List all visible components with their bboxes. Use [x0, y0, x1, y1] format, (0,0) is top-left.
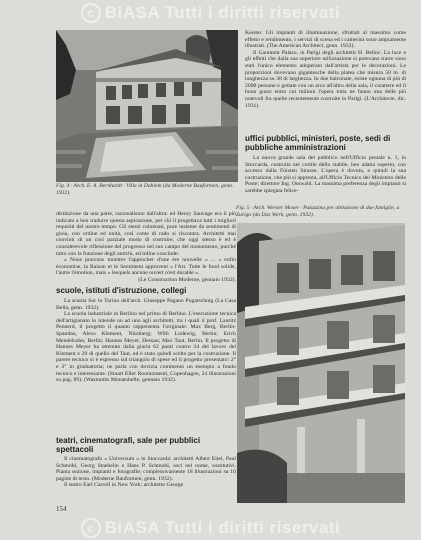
- text-block-scuole: [56, 298, 236, 384]
- watermark-text: BiASA Tutti i diritti riservati: [104, 518, 341, 537]
- text-block-right-top: [245, 30, 406, 109]
- section-heading-scuole: scuole, istituti d'istruzione, collegi: [56, 286, 187, 295]
- paragraph: distinzione da una parte, razionalismo dall'altra: ed Henry Sauvage era il più indicato a ben tradurre questa aspirazione, per chi il progettava tutti i migliori requisiti del nostro tempo. Gli stessi colonnati, pure insieme da sentimenti di gioia, con ordine ed unità, così come di rado si riscontra. Architetti mai convinti di un così parziale modo di costruire, che oggi stesso è ed è considerevole riflessione del progresso nel suo campo del monumento, purché tutto con la funzione degli antichi, ed infine conclude:: [56, 211, 236, 257]
- text-block-teatri: [56, 456, 236, 489]
- villa-dahlem-photo: [56, 30, 238, 182]
- text-block-left-intro: [56, 211, 236, 284]
- watermark-top: [0, 3, 421, 23]
- copyright-icon: c: [81, 518, 101, 538]
- figure-caption-top: Fig. 4 · Arch. E. A. Bernhardt · Villa in Dahlem (da Moderne Bauformen, genn. 1932).: [56, 183, 234, 196]
- paragraph: La scuola Sur in Torino dell'arch. Giuseppe Pagano Pogatschnig (La Casa Bella, genn. 1932).: [56, 298, 236, 311]
- paragraph: Il teatro Earl Carroll in New York; architetto George: [64, 482, 184, 489]
- paragraph: Il Gaumont Palace, in Parigi degli architetti H. Belloc. La luce e gli effetti che dalla sua superiore utilizzazione si potevano trarre sono stati l'unico elemento adoperato dall'artista per le decorazioni. Le proporzioni dovevano gigantesche della platea che misura 50 m. di lunghezza su 38 di larghezza. In due balconate, esiste ognuna di più di 2000 persone e gettate con un arco all'altro della sala, il carattere ed il buon gusto entro cui milioni l'opera tutta ne fanno una delle più notevoli fra quelle recentemente costruite in Parigi. (L'Architecte, dic. 1931).: [245, 49, 406, 109]
- figure-caption-right: Fig. 5 · Arch. Werner Moser · Palazzina per abitazione di due famiglie, a Zurigo (da Das Werk, genn. 1932).: [236, 205, 400, 218]
- copyright-icon: c: [81, 3, 101, 23]
- section-heading-uffici: uffici pubblici, ministeri, poste, sedi di pubbliche amministrazioni: [245, 134, 391, 152]
- paragraph: (Le Construction Moderne, gennaio 1932).: [138, 276, 236, 283]
- paragraph: Keister. Gli impianti di illuminazione, sfruttati al massimo come effetto e rendimento, i servizi di scena ed i camerini sono ampiamente illustrati. (The American Architect, genn. 1932).: [245, 30, 406, 50]
- palazzina-zurigo-photo: [237, 223, 405, 503]
- text-block-uffici: [245, 155, 406, 195]
- paragraph: La scuola industriale in Berlino nel primo di Berlino. L'esecuzione tecnica dell'artigianato lo intende un ad uno agli architetti, tra i quali il prof. Lauritz Pennerd, il progetto il quanto rappresenta l'originale: Max Berg, Berlin-Spandau, Alexs Klement, Nürnberg; Willi Lodewig, Berlin; Erich Mendelsohn, Berlin; Hannes Meyer, Dessau; Max Taut, Berlin. Il progetto di Hannes Meyer ha ottenuto dalla giuria 62 punti contro 34 del lavoro del Klement e 29 di quello del Taut, ed è stato quindi scelto per la costruzione. Il parere tecnico si è espresso sul triangolo di spese ed il progetto presentato: 2° e 3° in graduatoria; ne parla con dovizia commento un esempio a fondo tecnico e interessante. (Stuart Eller Roumomenti, Copenhagen, 24 illustrazioni su pag. 89). (Wasmuths Monatshefte, gennaio 1932).: [56, 311, 236, 384]
- paragraph: La nuova grande sala del pubblico nell'Ufficio postale n. 1, in Stoccarda, costruita nel cortile dello stabile, ben adatta soperto, con accesso dalla Fürsten Strasse. L'opera è dovuta, e quindi la sua costruzione, che più si appresta, all'Ufficio Tecnico del Ministero delle Poste; direttore Ing. Osswald. La massima preferenza degli impianti si sarebbe spiegata felice-: [245, 155, 406, 194]
- watermark-bottom: [0, 518, 421, 538]
- paragraph: « Nous pouvons montrer l'approcher d'une ère nouvelle » ... » enfin économise, la Raison et le Sentiment approvent « l'Art. Tutte le fond solide, l'autre l'émotion, mais « lesquels ancune ouvert n'est durable ».: [56, 257, 236, 277]
- paragraph: Il cinematografo « Universum » in Stoccarda: architetti Albert Eitel, Paul Schmohl, Georg Staehelin e Hans P. Schmohl, soci nel nome, sostitutivi. Pianta sezione, impianti e fotografie; complessivamente 18 illustrazioni su 10 pagine di testo. (Moderne Bauformen, genn. 1932).: [56, 456, 236, 482]
- section-heading-teatri: teatri, cinematografi, sale per pubblici spettacoli: [56, 436, 201, 454]
- watermark-text: BiASA Tutti i diritti riservati: [104, 3, 341, 22]
- page-number: 154: [56, 505, 67, 513]
